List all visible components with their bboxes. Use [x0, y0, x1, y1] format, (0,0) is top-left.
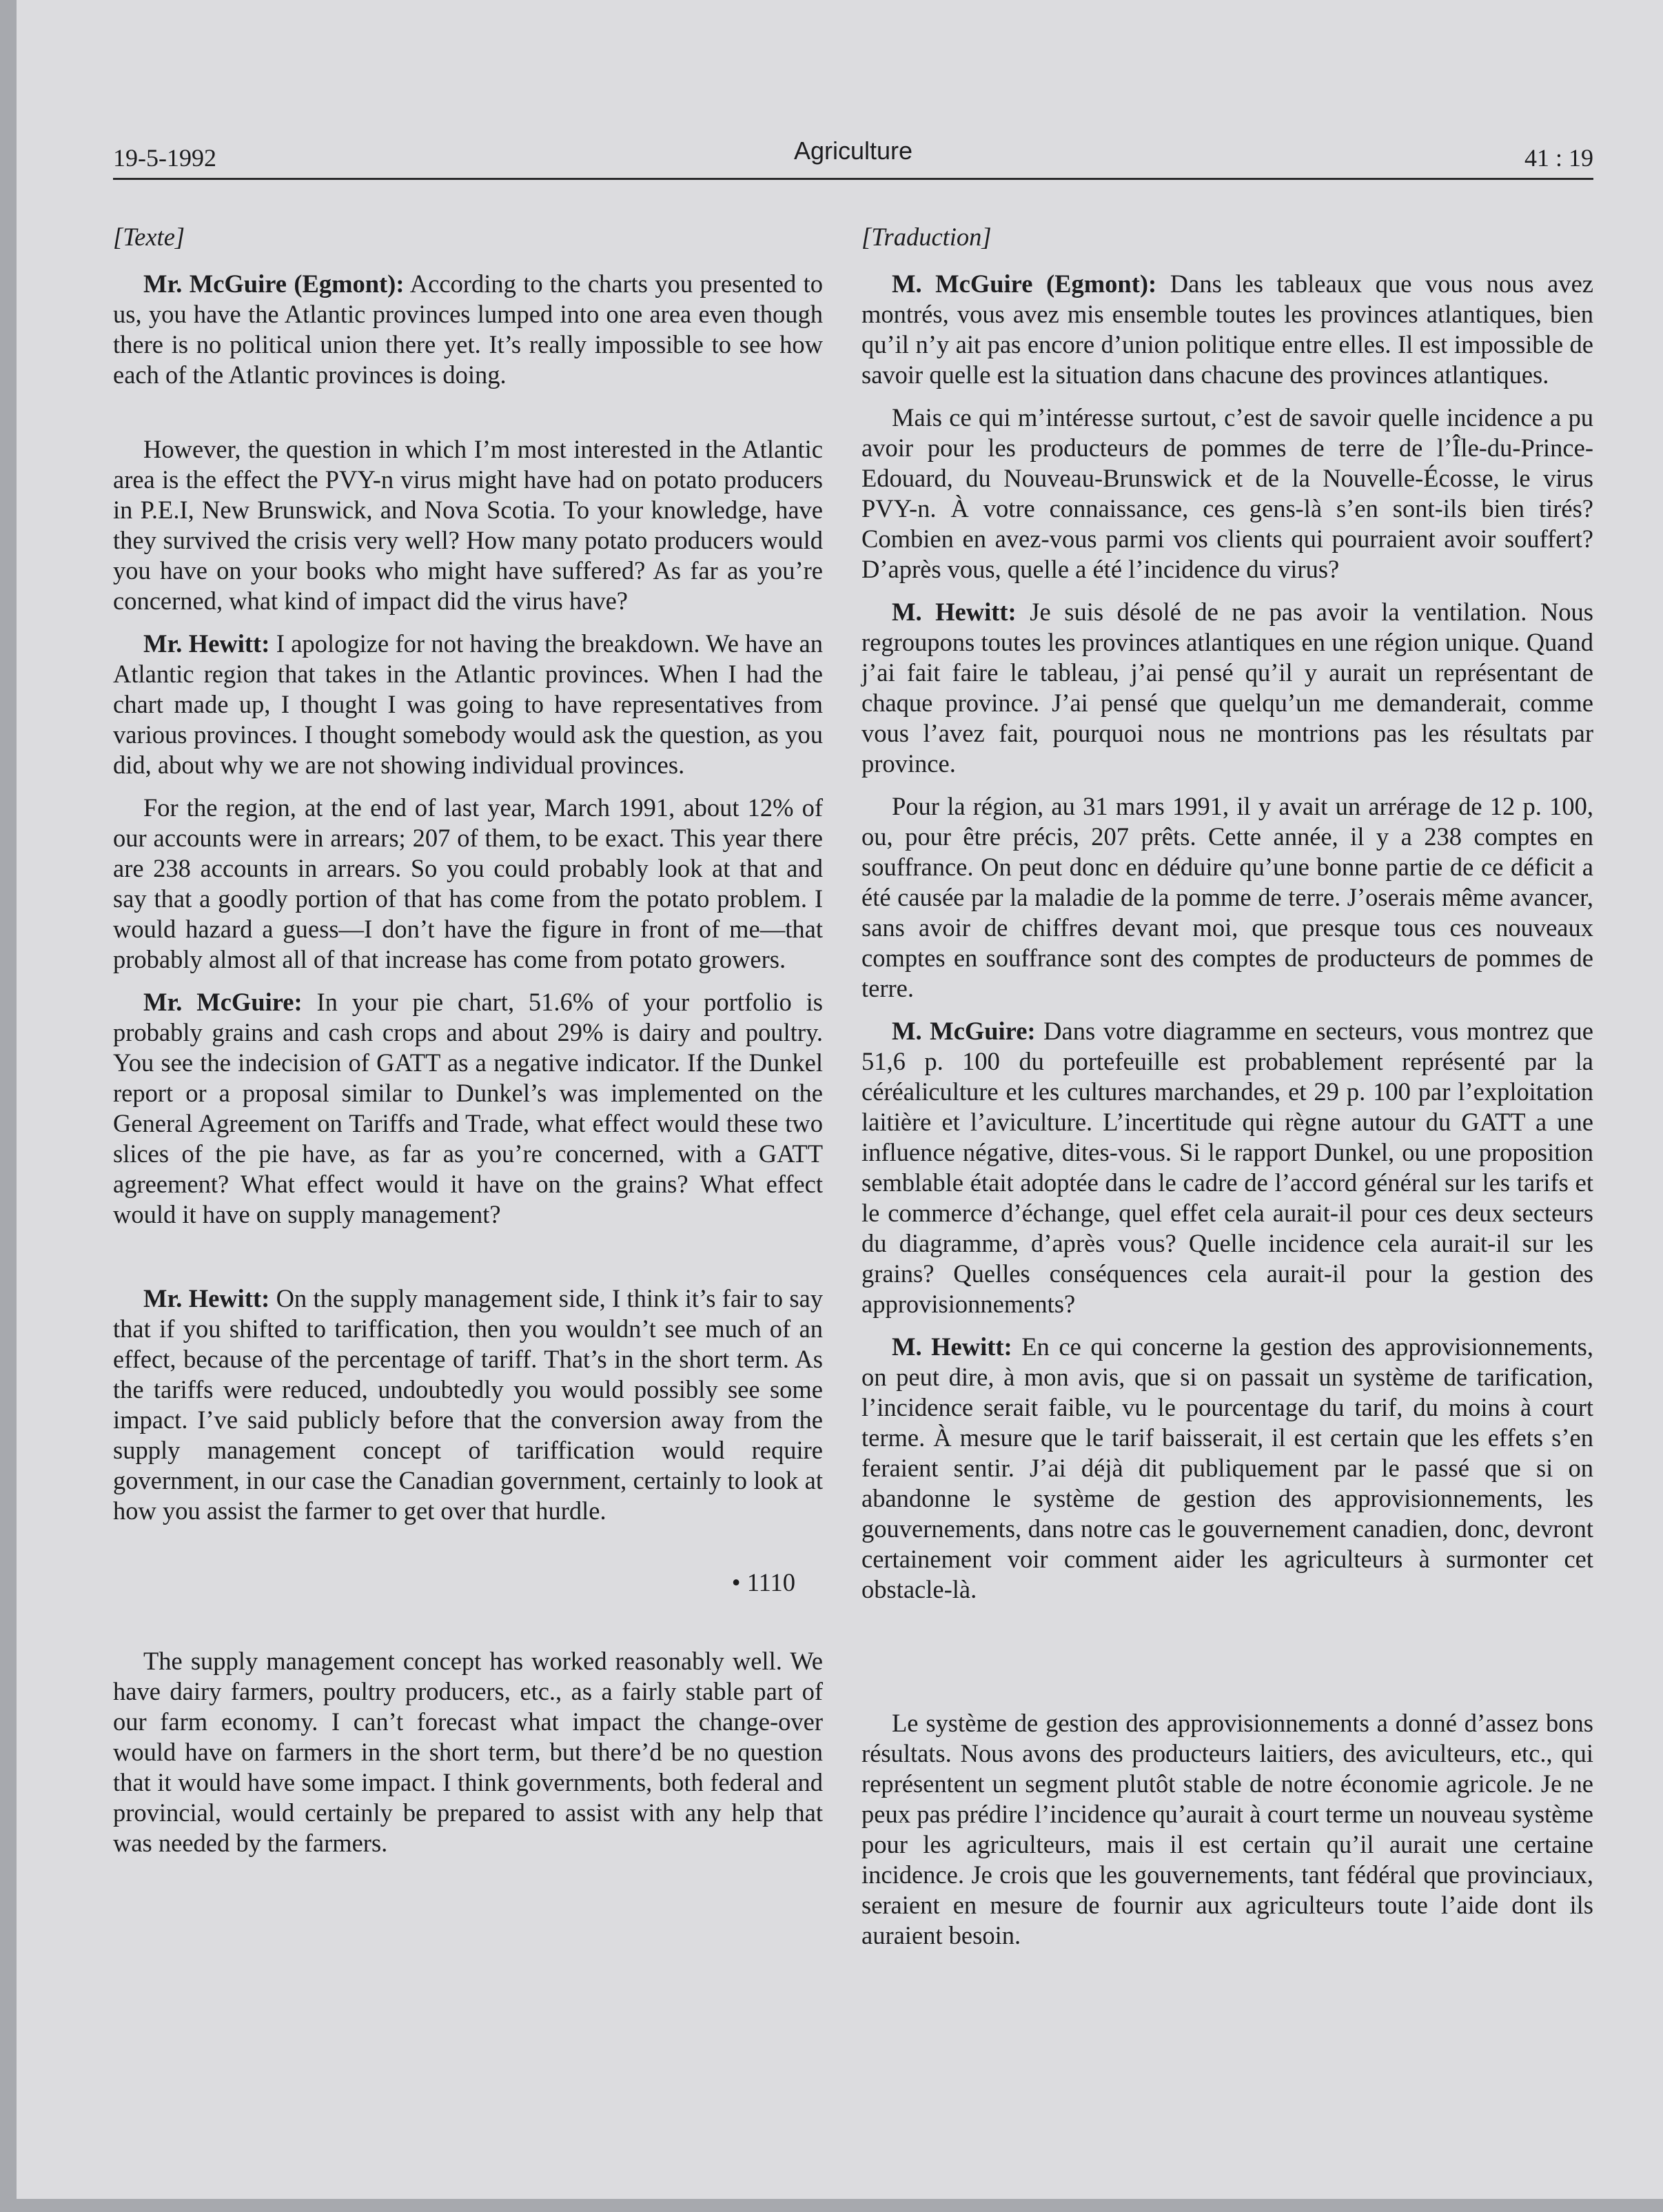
paragraph — [113, 1646, 823, 1858]
paragraph — [861, 403, 1593, 585]
page-header — [113, 136, 1593, 180]
paragraph — [113, 269, 823, 390]
document-page — [17, 0, 1663, 2199]
speaker: M. McGuire (Egmont): — [892, 270, 1157, 298]
paragraph — [861, 1332, 1593, 1605]
paragraph — [861, 597, 1593, 779]
speaker: M. Hewitt: — [892, 598, 1017, 626]
paragraph-text: Dans votre diagramme en secteurs, vous montrez que 51,6 p. 100 du portefeuille est probablement représenté par la céréaliculture et les cultures marchandes, et 29 p. 100 par l’exploitation laitière et l’aviculture. L’incertitude qui règne autour du GATT a une influence négative, dites-vous. Si le rapport Dunkel, ou une proposition semblable était adoptée dans le cadre de l’accord général sur les tarifs et le commerce d’échange, quel effet cela aurait-il pour ces deux secteurs du diagramme, d’après vous? Quelle incidence cela aurait-il sur les grains? Quelles conséquences cela aurait-il pour la gestion des approvisionnements? — [861, 1017, 1593, 1318]
paragraph-text: On the supply management side, I think it’s fair to say that if you shifted to tariffication, then you wouldn’t see much of an effect, because of the percentage of tariff. That’s in the short term. As the tariffs were reduced, undoubtedly you would possibly see some impact. I’ve said publicly before that the conversion away from the supply management concept of tariffication would require government, in our case the Canadian government, certainly to look at how you assist the farmer to get over that hurdle. — [113, 1284, 823, 1525]
speaker: Mr. Hewitt: — [143, 1284, 270, 1312]
paragraph — [113, 434, 823, 616]
paragraph-text: En ce qui concerne la gestion des approvisionnements, on peut dire, à mon avis, que si on passait un système de tarification, l’incidence serait faible, vu le pourcentage du tarif, du moins à court terme. À mesure que le tarif baisserait, il est certain que les effets s’en feraient sentir. J’ai déjà dit publiquement par le passé que si on abandonne le système de gestion des approvisionnements, les gouvernements, dans notre cas le gouvernement canadien, donc, devront certainement voir comment aider les agriculteurs à surmonter cet obstacle-là. — [861, 1332, 1593, 1603]
paragraph — [861, 269, 1593, 390]
paragraph-text: Le système de gestion des approvisionnements a donné d’assez bons résultats. Nous avons des producteurs laitiers, des aviculteurs, etc., qui représentent un segment plutôt stable de notre économie agricole. Je ne peux pas prédire l’incidence qu’aurait à court terme un nouveau système pour les agriculteurs, mais il est certain qu’il aurait une certaine incidence. Je crois que les gouvernements, tant fédéral que provinciaux, seraient en mesure de fournir aux agriculteurs toute l’aide dont ils auraient besoin. — [861, 1709, 1593, 1949]
speaker: M. McGuire: — [892, 1017, 1036, 1045]
paragraph — [113, 629, 823, 780]
speaker: Mr. Hewitt: — [143, 629, 270, 658]
paragraph — [113, 987, 823, 1230]
speaker: M. Hewitt: — [892, 1332, 1012, 1361]
paragraph-text: In your pie chart, 51.6% of your portfolio is probably grains and cash crops and about 29% is dairy and poultry. You see the indecision of GATT as a negative indicator. If the Dunkel report or a proposal similar to Dunkel’s was implemented on the General Agreement on Tariffs and Trade, what effect would these two slices of the pie have, as far as you’re concerned, with a GATT agreement? What effect would it have on the grains? What effect would it have on supply management? — [113, 988, 824, 1228]
paragraph-text: According to the charts you presented to us, you have the Atlantic provinces lumped into one area even though there is no political union there yet. It’s really impossible to see how each of the Atlantic provinces is doing. — [113, 270, 823, 389]
english-label: [Texte] — [113, 223, 185, 251]
paragraph — [113, 793, 823, 975]
paragraph-text: Pour la région, au 31 mars 1991, il y avait un arrérage de 12 p. 100, ou, pour être précis, 207 prêts. Cette année, il y a 238 comptes en souffrance. On peut donc en déduire qu’une bonne partie de ce déficit a été causée par la maladie de la pomme de terre. J’oserais même avancer, sans avoir de chiffres devant moi, que presque tous ces nouveaux comptes en souffrance sont des comptes de producteurs de pommes de terre. — [861, 792, 1593, 1002]
paragraph — [861, 1016, 1593, 1319]
paragraph-text: Je suis désolé de ne pas avoir la ventilation. Nous regroupons toutes les provinces atlantiques en une région unique. Quand j’ai fait faire le tableau, j’ai pensé qu’il y aurait un représentant de chaque province. J’ai pensé que quelqu’un me demanderait, comme vous l’avez fait, pourquoi nous ne montrions pas les résultats par province. — [861, 598, 1593, 778]
paragraph-text: Dans les tableaux que vous nous avez montrés, vous avez mis ensemble toutes les provinces atlantiques, bien qu’il n’y ait pas encore d’union politique entre elles. Il est impossible de savoir quelle est la situation dans chacune des provinces atlantiques. — [861, 270, 1594, 389]
header-page-number: 41 : 19 — [1524, 144, 1593, 172]
paragraph-text: I apologize for not having the breakdown. We have an Atlantic region that takes in the Atlantic provinces. When I had the chart made up, I thought I was going to have representatives from various provinces. I thought somebody would ask the question, as you did, about why we are not showing individual provinces. — [113, 629, 823, 779]
header-title: Agriculture — [793, 136, 913, 165]
paragraph-text: Mais ce qui m’intéresse surtout, c’est de savoir quelle incidence a pu avoir pour les producteurs de pommes de terre de l’Île-du-Prince-Edouard, du Nouveau-Brunswick et de la Nouvelle-Écosse, le virus PVY-n. À votre connaissance, ces gens-là s’en sont-ils bien tirés? Combien en avez-vous parmi vos clients qui pourraient avoir souffert? D’après vous, quelle a été l’incidence du virus? — [861, 403, 1593, 583]
english-column — [113, 222, 823, 1871]
speaker: Mr. McGuire: — [143, 988, 303, 1016]
paragraph — [861, 1708, 1593, 1951]
french-label: [Traduction] — [861, 223, 992, 251]
paragraph-text: The supply management concept has worked reasonably well. We have dairy farmers, poultry producers, etc., as a fairly stable part of our farm economy. I can’t forecast what impact the change-over would have on farmers in the short term, but there’d be no question that it would have some impact. I think governments, both federal and provincial, would certainly be prepared to assist with any help that was needed by the farmers. — [113, 1647, 823, 1857]
french-column — [861, 222, 1593, 1963]
paragraph-text: For the region, at the end of last year, March 1991, about 12% of our accounts were in arrears; 207 of them, to be exact. This year there are 238 accounts in arrears. So you could probably look at that and say that a goodly portion of that has come from the potato problem. I would hazard a guess—I don’t have the figure in front of me—that probably almost all of that increase has come from potato growers. — [113, 793, 823, 973]
paragraph — [861, 791, 1593, 1004]
speaker: Mr. McGuire (Egmont): — [143, 270, 405, 298]
header-date: 19-5-1992 — [113, 144, 216, 172]
paragraph-text: However, the question in which I’m most interested in the Atlantic area is the effect the PVY-n virus might have had on potato producers in P.E.I, New Brunswick, and Nova Scotia. To your knowledge, have they survived the crisis very well? How many potato producers would you have on your books who might have suffered? As far as you’re concerned, what kind of impact did the virus have? — [113, 435, 823, 615]
paragraph — [113, 1283, 823, 1526]
time-marker: • 1110 — [731, 1568, 795, 1596]
